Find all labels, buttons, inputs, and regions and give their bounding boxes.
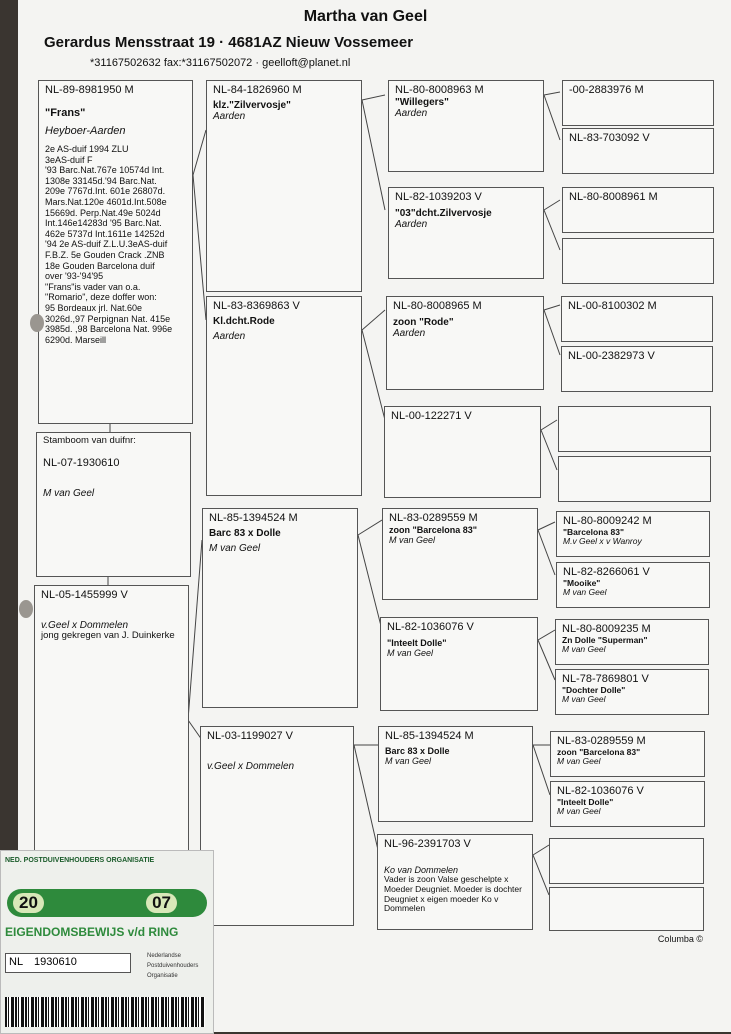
gen4-card (549, 887, 704, 931)
subject-ring: NL-89-8981950 M (45, 84, 134, 96)
subject-breeder: Heyboer-Aarden (45, 125, 126, 138)
gen3-name: zoon "Barcelona 83" (389, 524, 478, 535)
gen2-card (202, 508, 358, 708)
gen3-card (377, 834, 533, 930)
gen4-name: "Dochter Dolle" (562, 684, 626, 695)
gen2-ring: NL-84-1826960 M (213, 84, 302, 96)
gen3-breeder: Aarden (395, 108, 428, 120)
gen4-card (562, 238, 714, 284)
subject-pigeon-card (38, 80, 193, 424)
gen2-card (200, 726, 354, 926)
gen4-ring: -00-2883976 M (569, 84, 644, 96)
punch-hole (30, 314, 44, 332)
gen4-card (561, 346, 713, 392)
sticker-side-label: Organisatie (147, 973, 178, 979)
gen4-card (549, 838, 704, 884)
gen2-ring: NL-03-1199027 V (207, 730, 294, 742)
gen3-breeder: M van Geel (389, 534, 436, 545)
subject-results: 2e AS-duif 1994 ZLU 3eAS-duif F '93 Barc.Nat.767e 10574d Int. 1308e 33145d.'94 Barc.Nat. 209e 7767d.Int. 601e 26807d. Mars.Nat.120e 4601d.Int.508e 15669d. Perp.Nat.49e 5024d Int.146e14283d '95 Barc.Nat. 462e 5737d Int.1611e 14252d '94 2e AS-duif Z.L.U.3eAS-duif F.B.Z. 5e Gouden Crack .ZNB 18e Gouden Barcelona duif over '93-'94'95 "Frans"is vader van o.a. "Romario", deze doffer won: 95 Bordeaux jrl. Nat.60e 3026d.,97 Perpignan Nat. 415e 3985d. ,98 Barcelona Nat. 996e 6290d. Marseill (45, 143, 173, 345)
gen3-card (384, 406, 541, 498)
punch-hole (19, 600, 33, 618)
gen4-ring: NL-00-8100302 M (568, 300, 657, 312)
gen4-card (562, 187, 714, 233)
sticker-side-labels (147, 951, 198, 981)
gen2-ring: NL-83-8369863 V (213, 300, 300, 312)
sticker-year-right: 07 (146, 893, 177, 913)
owner-name: Martha van Geel (303, 8, 428, 25)
gen3-ring: NL-80-8008965 M (393, 300, 482, 312)
gen4-card (558, 456, 711, 502)
gen3-ring: NL-00-122271 V (391, 410, 472, 422)
gen4-card (556, 511, 710, 557)
gen4-name: "Barcelona 83" (563, 526, 624, 537)
sticker-org: NED. POSTDUIVENHOUDERS ORGANISATIE (5, 857, 155, 864)
gen4-ring: NL-82-1036076 V (557, 785, 644, 797)
gen4-ring: NL-78-7869801 V (562, 673, 649, 685)
gen4-name: "Inteelt Dolle" (557, 796, 614, 807)
gen2-card (206, 80, 362, 292)
gen3-breeder: M van Geel (385, 755, 432, 766)
gen4-card (556, 562, 710, 608)
gen4-name: zoon "Barcelona 83" (557, 746, 641, 757)
gen3-card (378, 726, 533, 822)
stamboom-label: Stamboom van duifnr: (43, 435, 136, 446)
sticker-year-band (7, 889, 207, 917)
gen4-breeder: M van Geel (563, 587, 607, 598)
stamboom-card (36, 432, 191, 577)
gen4-breeder: M van Geel (557, 806, 601, 817)
gen2-ring: NL-85-1394524 M (209, 512, 298, 524)
gen2-name: Kl.dcht.Rode (213, 315, 275, 327)
gen4-breeder: M van Geel (562, 644, 606, 655)
sticker-side-label: Postduivenhouders (147, 963, 199, 969)
gen3-ring: NL-96-2391703 V (384, 838, 471, 850)
gen4-card (550, 731, 705, 777)
dam-name: v.Geel x Dommelen (41, 619, 129, 631)
gen4-ring: NL-80-8009242 M (563, 515, 652, 527)
gen4-card (561, 296, 713, 342)
gen2-breeder: Aarden (213, 111, 246, 123)
gen2-name: Barc 83 x Dolle (209, 527, 281, 539)
ring-ownership-sticker (0, 850, 214, 1034)
owner-address: Gerardus Mensstraat 19 · 4681AZ Nieuw Vossemeer (44, 34, 414, 51)
gen4-ring: NL-80-8008961 M (569, 191, 658, 203)
gen4-ring: NL-82-8266061 V (563, 566, 650, 578)
gen3-name: "Willegers" (395, 96, 449, 108)
gen4-name: Zn Dolle "Superman" (562, 634, 648, 645)
stamboom-ring: NL-07-1930610 (43, 456, 120, 469)
gen4-ring: NL-00-2382973 V (568, 350, 655, 362)
subject-name: "Frans" (45, 106, 86, 119)
gen4-card (562, 128, 714, 174)
gen2-name: v.Geel x Dommelen (207, 760, 295, 772)
gen2-breeder: Aarden (213, 331, 246, 343)
dam-card (34, 585, 189, 855)
gen3-breeder: Aarden (393, 328, 426, 340)
sticker-side-label: Nederlandse (147, 953, 182, 959)
gen3-ring: NL-82-1036076 V (387, 621, 474, 633)
sticker-country: NL (9, 956, 24, 968)
owner-contact: *31167502632 fax:*31167502072 · geelloft@planet.nl (90, 57, 351, 69)
sticker-title: EIGENDOMSBEWIJS v/d RING (5, 925, 179, 939)
dam-ring: NL-05-1455999 V (41, 589, 128, 601)
gen3-card (386, 296, 544, 390)
gen4-ring: NL-80-8009235 M (562, 623, 651, 635)
gen3-name: Barc 83 x Dolle (385, 745, 450, 756)
gen4-ring: NL-83-703092 V (569, 132, 650, 144)
gen3-breeder: M van Geel (387, 647, 434, 658)
gen3-card (380, 617, 538, 711)
sticker-year-left: 20 (13, 893, 44, 913)
gen2-card (206, 296, 362, 496)
gen3-card (388, 187, 544, 279)
gen4-card (550, 781, 705, 827)
stamboom-owner: M van Geel (43, 487, 95, 499)
gen4-name: "Mooike" (563, 577, 601, 588)
gen2-breeder: M van Geel (209, 543, 261, 555)
gen4-card (555, 619, 709, 665)
gen3-name: "Inteelt Dolle" (387, 637, 447, 648)
gen3-ring: NL-80-8008963 M (395, 84, 484, 96)
gen3-card (388, 80, 544, 172)
gen4-ring: NL-83-0289559 M (557, 735, 646, 747)
gen3-note: Vader is zoon Valse geschelpte x Moeder Deugniet. Moeder is dochter Deugniet x eigen moeder Ko v Dommelen (384, 873, 522, 914)
dam-note: jong gekregen van J. Duinkerke (41, 630, 175, 642)
gen2-name: klz."Zilvervosje" (213, 99, 291, 111)
sticker-barcode (5, 997, 205, 1027)
gen3-name: zoon "Rode" (393, 316, 454, 328)
publisher-credit: Columba © (657, 934, 703, 944)
gen4-card (562, 80, 714, 126)
gen3-card (382, 508, 538, 600)
gen3-ring: NL-82-1039203 V (395, 191, 482, 203)
gen3-breeder: Ko van Dommelen (384, 864, 459, 875)
gen4-breeder: M.v Geel x v Wanroy (563, 536, 642, 547)
gen3-ring: NL-85-1394524 M (385, 730, 474, 742)
gen4-breeder: M van Geel (557, 756, 601, 767)
gen4-card (555, 669, 709, 715)
sticker-number: 1930610 (34, 956, 77, 968)
gen3-name: "03"dcht.Zilvervosje (395, 207, 492, 219)
gen4-card (558, 406, 711, 452)
gen3-ring: NL-83-0289559 M (389, 512, 478, 524)
gen4-breeder: M van Geel (562, 694, 606, 705)
sticker-ring-number (5, 953, 131, 973)
gen3-breeder: Aarden (395, 219, 428, 231)
